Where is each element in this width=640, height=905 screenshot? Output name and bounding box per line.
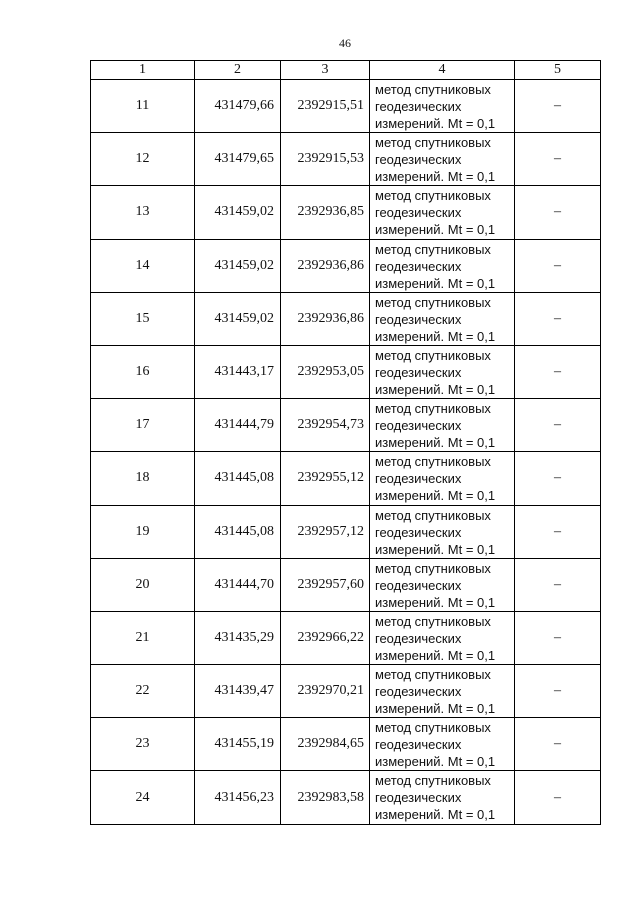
page-number: 46 xyxy=(339,36,351,50)
header-cell-5: 5 xyxy=(515,61,601,80)
y-coordinate-cell: 2392955,12 xyxy=(281,452,370,505)
note-cell: – xyxy=(515,771,601,824)
table-row xyxy=(91,292,601,345)
table-row xyxy=(91,239,601,292)
method-cell: метод спутниковых геодезических измерений. Mt = 0,1 xyxy=(370,452,515,505)
note-cell: – xyxy=(515,665,601,718)
note-cell: – xyxy=(515,133,601,186)
x-coordinate-cell: 431456,23 xyxy=(195,771,281,824)
y-coordinate-cell: 2392915,53 xyxy=(281,133,370,186)
point-number-cell: 12 xyxy=(91,133,195,186)
point-number-cell: 19 xyxy=(91,505,195,558)
table-row xyxy=(91,665,601,718)
table-row xyxy=(91,80,601,133)
x-coordinate-cell: 431445,08 xyxy=(195,505,281,558)
point-number-cell: 15 xyxy=(91,292,195,345)
y-coordinate-cell: 2392970,21 xyxy=(281,665,370,718)
x-coordinate-cell: 431443,17 xyxy=(195,345,281,398)
x-coordinate-cell: 431455,19 xyxy=(195,718,281,771)
x-coordinate-cell: 431479,65 xyxy=(195,133,281,186)
note-cell: – xyxy=(515,558,601,611)
point-number-cell: 21 xyxy=(91,611,195,664)
x-coordinate-cell: 431459,02 xyxy=(195,186,281,239)
note-cell: – xyxy=(515,399,601,452)
method-cell: метод спутниковых геодезических измерений. Mt = 0,1 xyxy=(370,133,515,186)
header-cell-1: 1 xyxy=(91,61,195,80)
point-number-cell: 11 xyxy=(91,80,195,133)
method-cell: метод спутниковых геодезических измерений. Mt = 0,1 xyxy=(370,345,515,398)
y-coordinate-cell: 2392936,86 xyxy=(281,292,370,345)
method-cell: метод спутниковых геодезических измерений. Mt = 0,1 xyxy=(370,718,515,771)
header-row xyxy=(91,61,601,80)
table-row xyxy=(91,718,601,771)
point-number-cell: 22 xyxy=(91,665,195,718)
x-coordinate-cell: 431459,02 xyxy=(195,239,281,292)
x-coordinate-cell: 431444,70 xyxy=(195,558,281,611)
table-row xyxy=(91,345,601,398)
header-cell-4: 4 xyxy=(370,61,515,80)
y-coordinate-cell: 2392954,73 xyxy=(281,399,370,452)
table-row xyxy=(91,771,601,824)
method-cell: метод спутниковых геодезических измерений. Mt = 0,1 xyxy=(370,558,515,611)
point-number-cell: 20 xyxy=(91,558,195,611)
point-number-cell: 18 xyxy=(91,452,195,505)
y-coordinate-cell: 2392957,60 xyxy=(281,558,370,611)
method-cell: метод спутниковых геодезических измерений. Mt = 0,1 xyxy=(370,399,515,452)
point-number-cell: 24 xyxy=(91,771,195,824)
point-number-cell: 17 xyxy=(91,399,195,452)
table-row xyxy=(91,452,601,505)
table-row xyxy=(91,133,601,186)
x-coordinate-cell: 431439,47 xyxy=(195,665,281,718)
table-header xyxy=(91,61,601,80)
point-number-cell: 23 xyxy=(91,718,195,771)
y-coordinate-cell: 2392915,51 xyxy=(281,80,370,133)
y-coordinate-cell: 2392984,65 xyxy=(281,718,370,771)
note-cell: – xyxy=(515,80,601,133)
method-cell: метод спутниковых геодезических измерений. Mt = 0,1 xyxy=(370,186,515,239)
table-row xyxy=(91,505,601,558)
x-coordinate-cell: 431459,02 xyxy=(195,292,281,345)
method-cell: метод спутниковых геодезических измерений. Mt = 0,1 xyxy=(370,239,515,292)
y-coordinate-cell: 2392966,22 xyxy=(281,611,370,664)
point-number-cell: 16 xyxy=(91,345,195,398)
method-cell: метод спутниковых геодезических измерений. Mt = 0,1 xyxy=(370,80,515,133)
note-cell: – xyxy=(515,452,601,505)
y-coordinate-cell: 2392983,58 xyxy=(281,771,370,824)
x-coordinate-cell: 431435,29 xyxy=(195,611,281,664)
header-cell-3: 3 xyxy=(281,61,370,80)
note-cell: – xyxy=(515,292,601,345)
method-cell: метод спутниковых геодезических измерений. Mt = 0,1 xyxy=(370,665,515,718)
method-cell: метод спутниковых геодезических измерений. Mt = 0,1 xyxy=(370,611,515,664)
y-coordinate-cell: 2392936,86 xyxy=(281,239,370,292)
point-number-cell: 14 xyxy=(91,239,195,292)
header-cell-2: 2 xyxy=(195,61,281,80)
point-number-cell: 13 xyxy=(91,186,195,239)
table-body xyxy=(91,80,601,825)
note-cell: – xyxy=(515,718,601,771)
method-cell: метод спутниковых геодезических измерений. Mt = 0,1 xyxy=(370,292,515,345)
x-coordinate-cell: 431479,66 xyxy=(195,80,281,133)
y-coordinate-cell: 2392953,05 xyxy=(281,345,370,398)
table-row xyxy=(91,611,601,664)
y-coordinate-cell: 2392957,12 xyxy=(281,505,370,558)
note-cell: – xyxy=(515,345,601,398)
note-cell: – xyxy=(515,505,601,558)
note-cell: – xyxy=(515,239,601,292)
method-cell: метод спутниковых геодезических измерений. Mt = 0,1 xyxy=(370,505,515,558)
y-coordinate-cell: 2392936,85 xyxy=(281,186,370,239)
method-cell: метод спутниковых геодезических измерений. Mt = 0,1 xyxy=(370,771,515,824)
table-row xyxy=(91,186,601,239)
table-row xyxy=(91,558,601,611)
x-coordinate-cell: 431444,79 xyxy=(195,399,281,452)
table-row xyxy=(91,399,601,452)
note-cell: – xyxy=(515,186,601,239)
coordinates-table xyxy=(90,60,601,825)
x-coordinate-cell: 431445,08 xyxy=(195,452,281,505)
note-cell: – xyxy=(515,611,601,664)
